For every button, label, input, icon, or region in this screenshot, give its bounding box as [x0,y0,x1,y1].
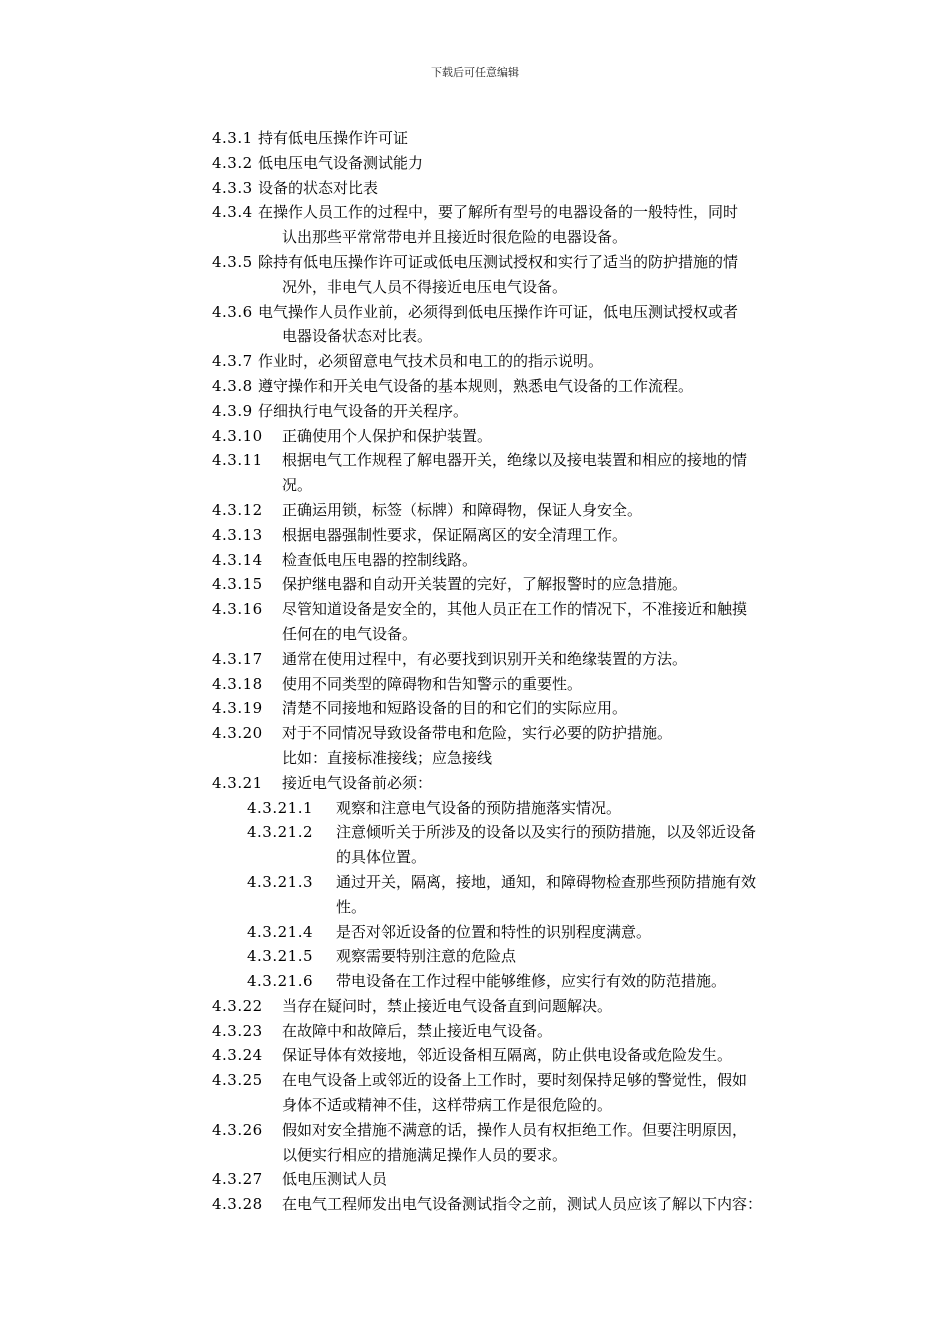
item-text: 性。 [336,897,367,916]
item-number: 4.3.5 [212,252,253,271]
page-header: 下载后可任意编辑 [431,66,519,79]
item-text: 当存在疑问时，禁止接近电气设备直到问题解决。 [282,996,613,1015]
list-item [0,250,950,300]
item-number: 4.3.19 [212,699,263,718]
item-number: 4.3.21 [212,773,263,792]
list-item [0,1068,950,1118]
item-text: 是否对邻近设备的位置和特性的识别程度满意。 [336,922,652,941]
document-body [0,126,950,1217]
item-text: 遵守操作和开关电气设备的基本规则，熟悉电气设备的工作流程。 [258,376,694,395]
item-number: 4.3.11 [212,451,263,470]
item-text: 设备的状态对比表 [258,178,379,197]
item-text: 持有低电压操作许可证 [258,129,409,147]
list-item [0,994,950,1019]
item-text: 电器设备状态对比表。 [282,327,433,346]
item-number: 4.3.21.5 [247,947,314,966]
item-text: 观察和注意电气设备的预防措施落实情况。 [336,798,622,817]
item-number: 4.3.6 [212,302,253,321]
list-item [0,1118,950,1168]
sub-list-item [0,820,950,870]
list-item [0,300,950,350]
item-text: 保护继电器和自动开关装置的完好，了解报警时的应急措施。 [282,575,688,594]
item-number: 4.3.8 [212,376,253,395]
item-text: 根据电气工作规程了解电器开关，绝缘以及接电装置和相应的接地的情 [282,451,748,470]
list-item [0,1192,950,1217]
item-number: 4.3.15 [212,575,263,594]
item-number: 4.3.26 [212,1120,263,1139]
list-item [0,1043,950,1068]
list-item [0,399,950,424]
item-text: 在电气设备上或邻近的设备上工作时，要时刻保持足够的警觉性，假如 [282,1071,748,1090]
item-text: 根据电器强制性要求，保证隔离区的安全清理工作。 [282,525,628,544]
item-number: 4.3.27 [212,1170,263,1189]
item-text: 作业时，必须留意电气技术员和电工的的指示说明。 [258,352,604,371]
item-text: 保证导体有效接地，邻近设备相互隔离，防止供电设备或危险发生。 [282,1046,733,1065]
item-number: 4.3.10 [212,426,263,445]
list-item [0,349,950,374]
item-number: 4.3.13 [212,525,263,544]
item-text: 清楚不同接地和短路设备的目的和它们的实际应用。 [282,699,628,718]
list-item [0,746,950,771]
item-text: 观察需要特别注意的危险点 [336,947,517,966]
item-text: 身体不适或精神不佳，这样带病工作是很危险的。 [282,1096,613,1115]
item-number: 4.3.2 [212,153,253,172]
item-text: 况。 [282,476,313,495]
item-number: 4.3.7 [212,352,253,371]
item-number: 4.3.4 [212,203,253,222]
item-number: 4.3.23 [212,1021,263,1040]
item-text: 任何在的电气设备。 [282,624,418,643]
item-text: 尽管知道设备是安全的，其他人员正在工作的情况下，不准接近和触摸 [282,600,748,619]
item-text: 低电压测试人员 [282,1170,388,1189]
item-text: 电气操作人员作业前，必须得到低电压操作许可证，低电压测试授权或者 [258,302,739,321]
list-item [0,647,950,672]
item-text: 除持有低电压操作许可证或低电压测试授权和实行了适当的防护措施的情 [258,252,739,271]
list-item [0,200,950,250]
item-number: 4.3.25 [212,1071,263,1090]
item-text: 检查低电压电器的控制线路。 [282,550,478,569]
item-number: 4.3.1 [212,129,253,147]
sub-list-item [0,969,950,994]
list-item [0,696,950,721]
item-text: 的具体位置。 [336,848,427,867]
sub-list-item [0,944,950,969]
item-text: 在电气工程师发出电气设备测试指令之前，测试人员应该了解以下内容： [282,1195,763,1214]
item-text: 认出那些平常常带电并且接近时很危险的电器设备。 [282,228,628,247]
item-number: 4.3.3 [212,178,253,197]
item-number: 4.3.12 [212,500,263,519]
item-number: 4.3.9 [212,401,253,420]
item-text: 通过开关，隔离，接地，通知，和障碍物检查那些预防措施有效 [336,872,757,891]
list-item [0,771,950,796]
item-text: 在操作人员工作的过程中，要了解所有型号的电器设备的一般特性，同时 [258,203,739,222]
item-number: 4.3.22 [212,996,263,1015]
item-text: 对于不同情况导致设备带电和危险，实行必要的防护措施。 [282,724,673,743]
item-text: 况外，非电气人员不得接近电压电气设备。 [282,277,568,296]
item-text: 假如对安全措施不满意的话，操作人员有权拒绝工作。但要注明原因， [282,1120,748,1139]
item-text: 比如：直接标准接线；应急接线 [282,748,493,767]
list-item [0,176,950,201]
item-number: 4.3.17 [212,649,263,668]
item-number: 4.3.24 [212,1046,263,1065]
list-item [0,126,950,151]
list-item [0,572,950,597]
item-number: 4.3.14 [212,550,263,569]
list-item [0,548,950,573]
item-text: 正确运用锁，标签（标牌）和障碍物，保证人身安全。 [282,500,643,519]
item-number: 4.3.21.6 [247,972,314,991]
list-item [0,448,950,498]
item-text: 低电压电气设备测试能力 [258,153,424,172]
item-number: 4.3.21.4 [247,922,314,941]
list-item [0,721,950,746]
list-item [0,424,950,449]
item-number: 4.3.20 [212,724,263,743]
list-item [0,151,950,176]
item-number: 4.3.21.1 [247,798,314,817]
list-item [0,374,950,399]
item-text: 接近电气设备前必须： [282,773,433,792]
item-text: 带电设备在工作过程中能够维修，应实行有效的防范措施。 [336,972,727,991]
list-item [0,498,950,523]
item-number: 4.3.21.2 [247,823,314,842]
list-item [0,597,950,647]
item-text: 以便实行相应的措施满足操作人员的要求。 [282,1145,568,1164]
sub-list-item [0,870,950,920]
item-text: 通常在使用过程中，有必要找到识别开关和绝缘装置的方法。 [282,649,688,668]
item-text: 正确使用个人保护和保护装置。 [282,426,493,445]
item-number: 4.3.18 [212,674,263,693]
item-text: 使用不同类型的障碍物和告知警示的重要性。 [282,674,583,693]
item-text: 在故障中和故障后，禁止接近电气设备。 [282,1021,553,1040]
sub-list-item [0,796,950,821]
item-number: 4.3.28 [212,1195,263,1214]
item-number: 4.3.16 [212,600,263,619]
list-item [0,1019,950,1044]
item-number: 4.3.21.3 [247,872,314,891]
list-item [0,523,950,548]
item-text: 注意倾听关于所涉及的设备以及实行的预防措施，以及邻近设备 [336,823,757,842]
list-item [0,672,950,697]
item-text: 仔细执行电气设备的开关程序。 [258,401,469,420]
list-item [0,1167,950,1192]
sub-list-item [0,920,950,945]
